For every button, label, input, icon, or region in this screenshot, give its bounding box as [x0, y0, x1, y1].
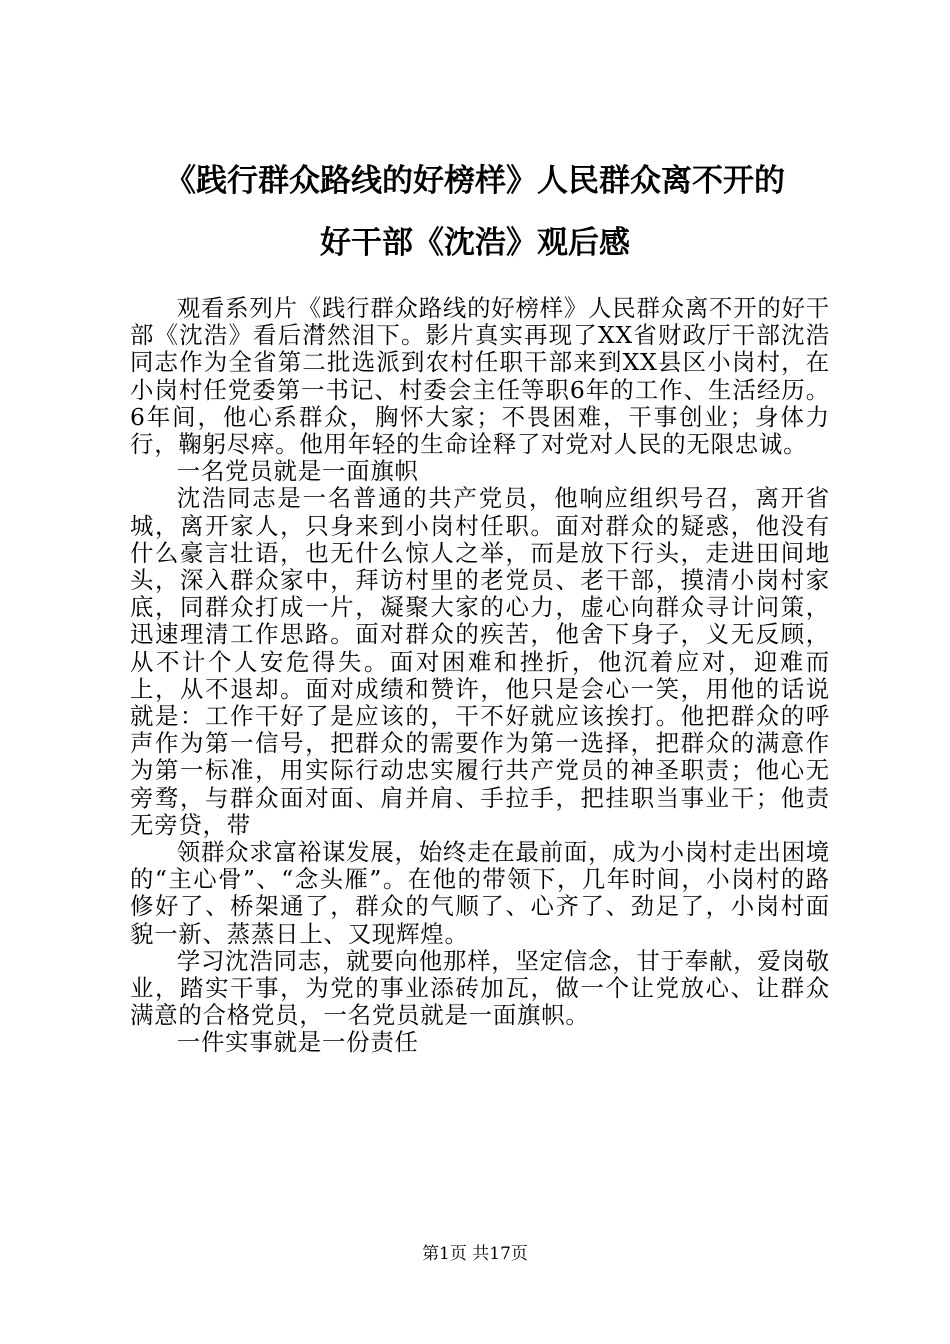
- section-heading-responsibility: 一件实事就是一份责任: [176, 1028, 419, 1057]
- paragraph-intro: 观看系列片《践行群众路线的好榜样》人民群众离不开的好干部《沈浩》看后潸然泪下。影片真实再现了XX省财政厅干部沈浩同志作为全省第二批选派到农村任职干部来到XX县区小岗村，在小岗村任党委第一书记、村委会主任等职6年的工作、生活经历。6年间，他心系群众，胸怀大家；不畏困难，干事创业；身体力行，鞠躬尽瘁。他用年轻的生命诠释了对党对人民的无限忠诚。: [130, 294, 830, 459]
- title-line-2: 好干部《沈浩》观后感: [320, 225, 630, 261]
- document-title: [100, 150, 850, 274]
- paragraph-shenhao-story: 沈浩同志是一名普通的共产党员，他响应组织号召，离开省城，离开家人，只身来到小岗村任职。面对群众的疑惑，他没有什么豪言壮语，也无什么惊人之举，而是放下行头，走进田间地头，深入群众家中，拜访村里的老党员、老干部，摸清小岗村家底，同群众打成一片，凝聚大家的心力，虚心向群众寻计问策，迅速理清工作思路。面对群众的疾苦，他舍下身子，义无反顾，从不计个人安危得失。面对困难和挫折，他沉着应对，迎难而上，从不退却。面对成绩和赞许，他只是会心一笑，用他的话说就是：工作干好了是应该的，干不好就应该挨打。他把群众的呼声作为第一信号，把群众的需要作为第一选择，把群众的满意作为第一标准，用实际行动忠实履行共产党员的神圣职责；他心无旁骛，与群众面对面、肩并肩、手拉手，把挂职当事业干；他责无旁贷，带: [130, 484, 830, 839]
- page-number-footer: 第1页 共17页: [422, 1244, 528, 1264]
- document-body: [130, 295, 830, 1057]
- paragraph-learning: 学习沈浩同志，就要向他那样，坚定信念，甘于奉献，爱岗敬业，踏实干事，为党的事业添砖加瓦，做一个让党放心、让群众满意的合格党员，一名党员就是一面旗帜。: [130, 946, 830, 1030]
- title-line-1: 《践行群众路线的好榜样》人民群众离不开的: [165, 163, 785, 199]
- section-heading-flag: 一名党员就是一面旗帜: [176, 457, 419, 486]
- paragraph-leadership: 领群众求富裕谋发展，始终走在最前面，成为小岗村走出困境的“主心骨”、“念头雁”。在他的带领下，几年时间，小岗村的路修好了、桥架通了，群众的气顺了、心齐了、劲足了，小岗村面貌一新、蒸蒸日上、又现辉煌。: [130, 838, 830, 948]
